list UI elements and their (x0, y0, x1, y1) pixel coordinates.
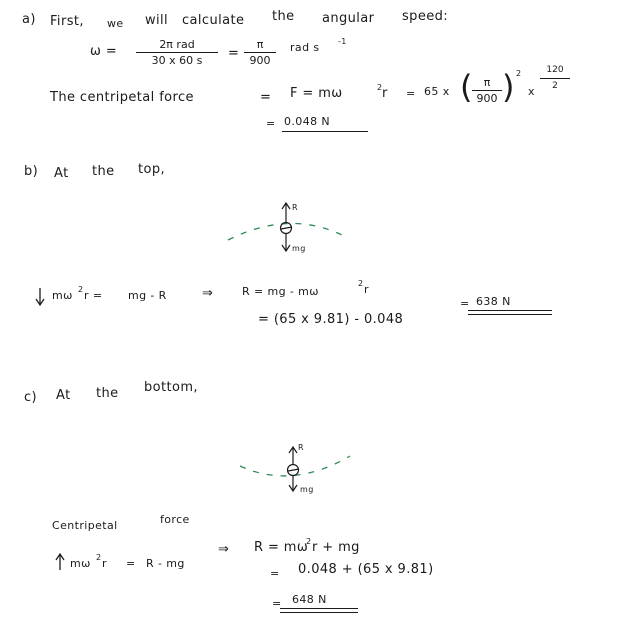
circular-track (240, 456, 350, 476)
fraction-denominator: 900 (249, 54, 271, 67)
equals-sign: = (272, 597, 282, 610)
omega-squared-exponent: 2 (306, 537, 312, 546)
intro-word: At (56, 388, 71, 403)
equals-sign: = (270, 567, 280, 580)
intro-word: top, (138, 162, 166, 177)
mw-r: r (102, 557, 107, 570)
equals-sign: = (266, 117, 276, 130)
equals-sign: = (260, 90, 272, 105)
omega-squared-exponent: 2 (78, 285, 84, 294)
up-arrow-icon (289, 447, 297, 464)
force-formula-r: r (382, 86, 388, 101)
mass-value: 65 x (424, 85, 450, 98)
equals-sign: = (126, 557, 136, 570)
intro-word: the (96, 386, 119, 401)
fraction-denominator: 900 (476, 92, 498, 105)
omega-squared-exponent: 2 (377, 83, 383, 92)
part-a-result: 0.048 N (284, 115, 331, 128)
intro-word: the (92, 164, 115, 179)
down-arrow-icon (282, 234, 290, 251)
omega-squared-exponent: 2 (358, 279, 364, 288)
r-calculation: = (65 x 9.81) - 0.048 (258, 312, 404, 327)
omega-unit: rad s (290, 41, 320, 54)
up-arrow-icon (56, 554, 64, 570)
intro-word: the (272, 9, 295, 24)
intro-word: we (107, 17, 124, 30)
omega-symbol: ω = (90, 44, 118, 59)
diagram-weight-label: mg (300, 485, 314, 494)
down-arrow-icon (36, 288, 44, 305)
r-equation: R = mω (254, 540, 309, 555)
part-b-label: b) (24, 164, 39, 179)
intro-word: First, (50, 14, 84, 29)
mw-r: r = (84, 289, 103, 302)
r-equation-rest: r + mg (312, 540, 360, 555)
down-arrow-icon (289, 476, 297, 491)
intro-word: calculate (182, 13, 245, 28)
fraction-denominator: 2 (552, 81, 558, 91)
fraction-numerator: π (483, 76, 491, 89)
up-arrow-icon (282, 203, 290, 222)
fraction-numerator: 120 (546, 65, 564, 75)
centripetal-force-text: The centripetal force (50, 90, 194, 105)
diagram-reaction-label: R (298, 443, 304, 452)
right-paren: ) (502, 68, 515, 106)
centripetal-force-label: Centripetal (52, 519, 118, 532)
mw-squared-r: mω (52, 289, 73, 302)
fraction-denominator: 30 x 60 s (151, 54, 203, 67)
left-paren: ( (460, 68, 473, 106)
intro-word: bottom, (144, 380, 198, 395)
fraction-numerator: π (256, 38, 264, 51)
omega-squared-exponent: 2 (96, 553, 102, 562)
implies-arrow: ⇒ (202, 286, 214, 301)
intro-word: speed: (402, 9, 449, 24)
part-c-result: 648 N (292, 593, 327, 606)
intro-word: will (145, 13, 169, 28)
diagram-weight-label: mg (292, 244, 306, 253)
implies-arrow: ⇒ (218, 542, 230, 557)
equals-sign: = (460, 297, 470, 310)
r-minus-mg: R - mg (146, 557, 185, 570)
intro-word: angular (322, 11, 375, 26)
part-b-result: 638 N (476, 295, 511, 308)
mw-squared-r: mω (70, 557, 91, 570)
circular-track (228, 223, 348, 240)
intro-word: At (54, 166, 69, 181)
part-a-label: a) (22, 12, 36, 27)
r-equation: R = mg - mω (242, 285, 319, 298)
paren-exponent: 2 (516, 69, 522, 78)
force-formula: F = mω (290, 86, 343, 101)
omega-unit-exponent: -1 (338, 37, 347, 46)
diagram-reaction-label: R (292, 203, 298, 212)
part-c-label: c) (24, 390, 38, 405)
r-calculation: 0.048 + (65 x 9.81) (298, 562, 434, 577)
fraction-numerator: 2π rad (159, 38, 195, 51)
equals-sign: = (406, 87, 416, 100)
centripetal-force-label: force (160, 513, 190, 526)
particle-mark (281, 227, 292, 229)
times-sign: x (528, 85, 535, 98)
mg-minus-r: mg - R (128, 289, 167, 302)
particle-mark (288, 469, 299, 471)
equals-sign: = (228, 46, 240, 61)
r-equation-r: r (364, 283, 369, 296)
